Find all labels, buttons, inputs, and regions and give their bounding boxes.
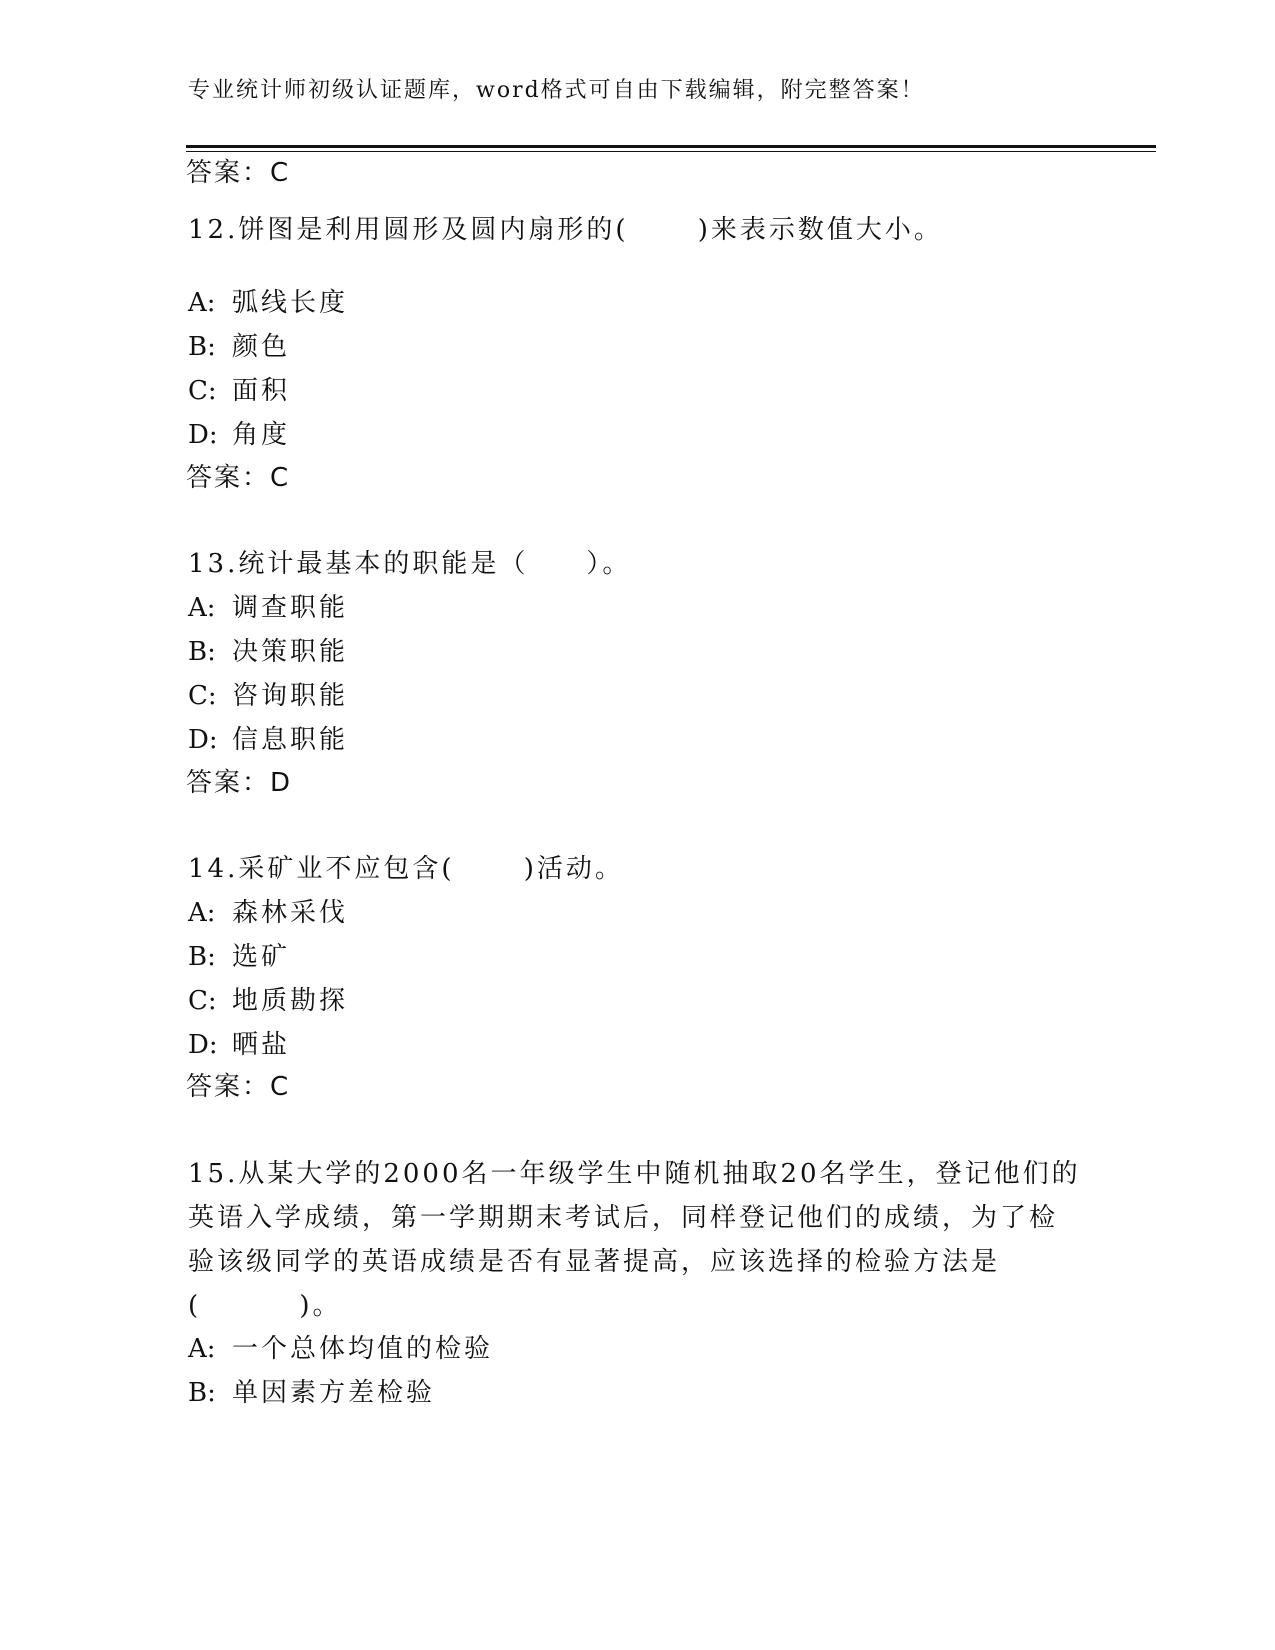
option-letter: B:	[188, 942, 216, 972]
option-text: 角度	[232, 420, 291, 450]
question-15-stem-line-2: 英语入学成绩，第一学期期末考试后，同样登记他们的成绩，为了检	[188, 1203, 1059, 1233]
option-text: 咨询职能	[232, 681, 349, 711]
question-12-option-b	[188, 329, 290, 365]
option-text: 单因素方差检验	[232, 1378, 436, 1408]
question-14-option-c	[188, 983, 348, 1019]
option-letter: D:	[188, 420, 218, 450]
answer-q12: 答案：C	[186, 463, 291, 493]
option-text: 弧线长度	[232, 288, 349, 318]
option-text: 一个总体均值的检验	[232, 1334, 494, 1364]
question-12-option-a	[188, 285, 348, 321]
question-12-stem: 12.饼图是利用圆形及圆内扇形的( )来表示数值大小。	[188, 215, 943, 245]
question-13-stem: 13.统计最基本的职能是（ ）。	[188, 549, 632, 579]
option-letter: D:	[188, 725, 218, 755]
option-letter: A:	[188, 1334, 216, 1364]
option-text: 选矿	[232, 942, 291, 972]
question-13-option-c	[188, 678, 348, 714]
answer-q11: 答案：C	[186, 158, 291, 188]
option-letter: B:	[188, 1378, 216, 1408]
question-15-stem-line-3: 验该级同学的英语成绩是否有显著提高，应该选择的检验方法是	[188, 1247, 1001, 1277]
question-15-option-a	[188, 1331, 493, 1367]
question-15-option-b	[188, 1375, 435, 1411]
option-letter: A:	[188, 288, 216, 318]
question-14-stem: 14.采矿业不应包含( )活动。	[188, 854, 624, 884]
option-letter: C:	[188, 376, 217, 406]
option-text: 晒盐	[232, 1030, 291, 1060]
option-letter: C:	[188, 986, 217, 1016]
option-text: 颜色	[232, 332, 291, 362]
page-header: 专业统计师初级认证题库，word格式可自由下载编辑，附完整答案！	[188, 78, 925, 103]
question-14-option-a	[188, 895, 348, 931]
option-letter: B:	[188, 637, 216, 667]
option-text: 地质勘探	[232, 986, 349, 1016]
option-letter: C:	[188, 681, 217, 711]
question-13-option-a	[188, 590, 348, 626]
header-rule-thick	[186, 145, 1156, 148]
question-13-option-d	[188, 722, 348, 758]
option-text: 森林采伐	[232, 898, 349, 928]
question-14-option-b	[188, 939, 290, 975]
answer-q14: 答案：C	[186, 1072, 291, 1102]
option-letter: A:	[188, 898, 216, 928]
option-text: 面积	[232, 376, 291, 406]
question-12-option-d	[188, 417, 290, 453]
option-text: 信息职能	[232, 725, 349, 755]
option-text: 调查职能	[232, 593, 349, 623]
question-13-option-b	[188, 634, 348, 670]
answer-q13: 答案：D	[186, 768, 293, 798]
question-15-stem-line-4: ( )。	[188, 1291, 342, 1321]
option-letter: D:	[188, 1030, 218, 1060]
option-text: 决策职能	[232, 637, 349, 667]
header-rule-thin	[186, 151, 1156, 152]
option-letter: A:	[188, 593, 216, 623]
question-14-option-d	[188, 1027, 290, 1063]
option-letter: B:	[188, 332, 216, 362]
question-12-option-c	[188, 373, 290, 409]
question-15-stem-line-1: 15.从某大学的2000名一年级学生中随机抽取20名学生，登记他们的	[188, 1159, 1081, 1189]
